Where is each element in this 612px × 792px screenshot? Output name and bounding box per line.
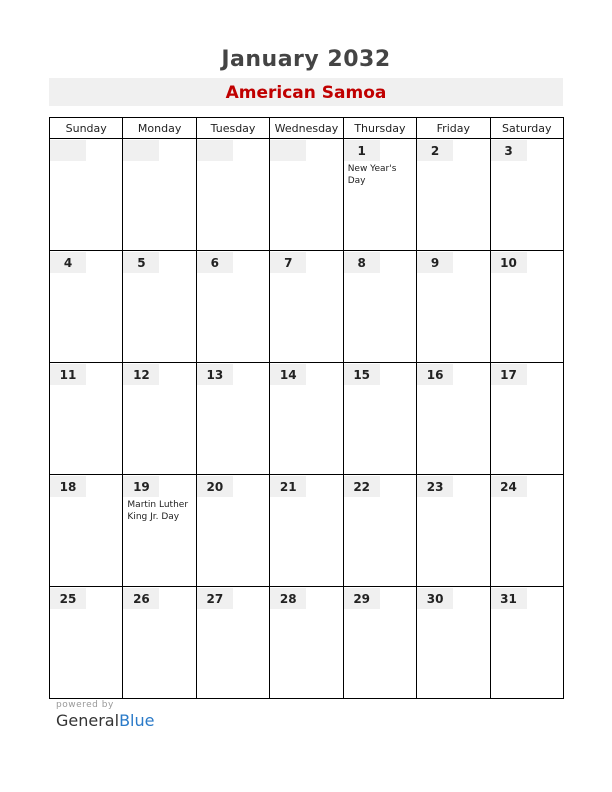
day-cell[interactable]: [490, 363, 563, 475]
day-number: 6: [197, 252, 233, 273]
footer: [56, 700, 154, 730]
week-row: [50, 251, 564, 363]
weekday-header: Tuesday: [196, 118, 269, 139]
brand-logo[interactable]: [56, 711, 154, 730]
day-number: 28: [270, 588, 306, 609]
day-cell[interactable]: [50, 139, 123, 251]
week-row: [50, 363, 564, 475]
day-number: 26: [123, 588, 159, 609]
weekday-header: Friday: [417, 118, 490, 139]
day-number: [197, 140, 233, 161]
day-cell[interactable]: [123, 251, 196, 363]
weekday-header-row: [50, 118, 564, 139]
day-cell[interactable]: [196, 139, 269, 251]
day-cell[interactable]: [50, 475, 123, 587]
week-row: [50, 475, 564, 587]
holiday-label: New Year's Day: [347, 164, 397, 186]
day-cell[interactable]: [270, 587, 343, 699]
day-number: 22: [344, 476, 380, 497]
calendar-grid: [49, 117, 564, 699]
day-cell[interactable]: [196, 587, 269, 699]
day-cell[interactable]: [417, 139, 490, 251]
day-cell[interactable]: [417, 251, 490, 363]
day-number: 1: [344, 140, 380, 161]
day-cell[interactable]: [343, 363, 416, 475]
day-cell[interactable]: [270, 251, 343, 363]
day-number: 8: [344, 252, 380, 273]
day-number: 23: [417, 476, 453, 497]
day-cell[interactable]: [196, 475, 269, 587]
day-number: 12: [123, 364, 159, 385]
weekday-header: Monday: [123, 118, 196, 139]
powered-by-text: powered by: [56, 700, 114, 710]
day-number: 24: [491, 476, 527, 497]
day-number: 7: [270, 252, 306, 273]
day-cell[interactable]: [343, 251, 416, 363]
day-number: 13: [197, 364, 233, 385]
day-cell[interactable]: [343, 475, 416, 587]
day-number: 27: [197, 588, 233, 609]
day-number: [123, 140, 159, 161]
day-number: 10: [491, 252, 527, 273]
day-number: 3: [491, 140, 527, 161]
week-row: [50, 139, 564, 251]
day-cell[interactable]: [417, 475, 490, 587]
day-cell[interactable]: [196, 251, 269, 363]
weekday-header: Wednesday: [270, 118, 343, 139]
holiday-label: Martin Luther King Jr. Day: [127, 500, 189, 522]
day-cell[interactable]: [196, 363, 269, 475]
day-cell[interactable]: [490, 475, 563, 587]
day-cell[interactable]: [270, 363, 343, 475]
day-number: 16: [417, 364, 453, 385]
week-row: [50, 587, 564, 699]
day-cell[interactable]: [490, 251, 563, 363]
day-number: 19: [123, 476, 159, 497]
day-number: 11: [50, 364, 86, 385]
day-cell[interactable]: [50, 251, 123, 363]
calendar-title: January 2032: [221, 47, 391, 72]
day-cell[interactable]: [343, 587, 416, 699]
day-cell[interactable]: [123, 139, 196, 251]
day-cell[interactable]: [270, 475, 343, 587]
day-number: 18: [50, 476, 86, 497]
subtitle-bar: [49, 78, 563, 106]
day-number: 14: [270, 364, 306, 385]
weekday-header: Saturday: [490, 118, 563, 139]
weekday-header: Sunday: [50, 118, 123, 139]
day-cell[interactable]: [490, 587, 563, 699]
day-number: 25: [50, 588, 86, 609]
day-number: 21: [270, 476, 306, 497]
day-number: 17: [491, 364, 527, 385]
day-number: 30: [417, 588, 453, 609]
day-cell[interactable]: [123, 363, 196, 475]
weekday-header: Thursday: [343, 118, 416, 139]
day-cell[interactable]: [417, 363, 490, 475]
day-cell[interactable]: [123, 587, 196, 699]
day-cell[interactable]: [343, 139, 416, 251]
day-number: 29: [344, 588, 380, 609]
day-number: 5: [123, 252, 159, 273]
brand-general: General: [56, 711, 120, 730]
day-number: 15: [344, 364, 380, 385]
day-cell[interactable]: [417, 587, 490, 699]
day-cell[interactable]: [50, 587, 123, 699]
day-number: [270, 140, 306, 161]
day-cell[interactable]: [123, 475, 196, 587]
day-number: 20: [197, 476, 233, 497]
day-number: 9: [417, 252, 453, 273]
brand-blue: Blue: [119, 711, 155, 730]
day-cell[interactable]: [490, 139, 563, 251]
day-number: 31: [491, 588, 527, 609]
day-cell[interactable]: [270, 139, 343, 251]
day-number: 4: [50, 252, 86, 273]
country-subtitle: American Samoa: [225, 83, 387, 103]
day-number: 2: [417, 140, 453, 161]
day-number: [50, 140, 86, 161]
day-cell[interactable]: [50, 363, 123, 475]
